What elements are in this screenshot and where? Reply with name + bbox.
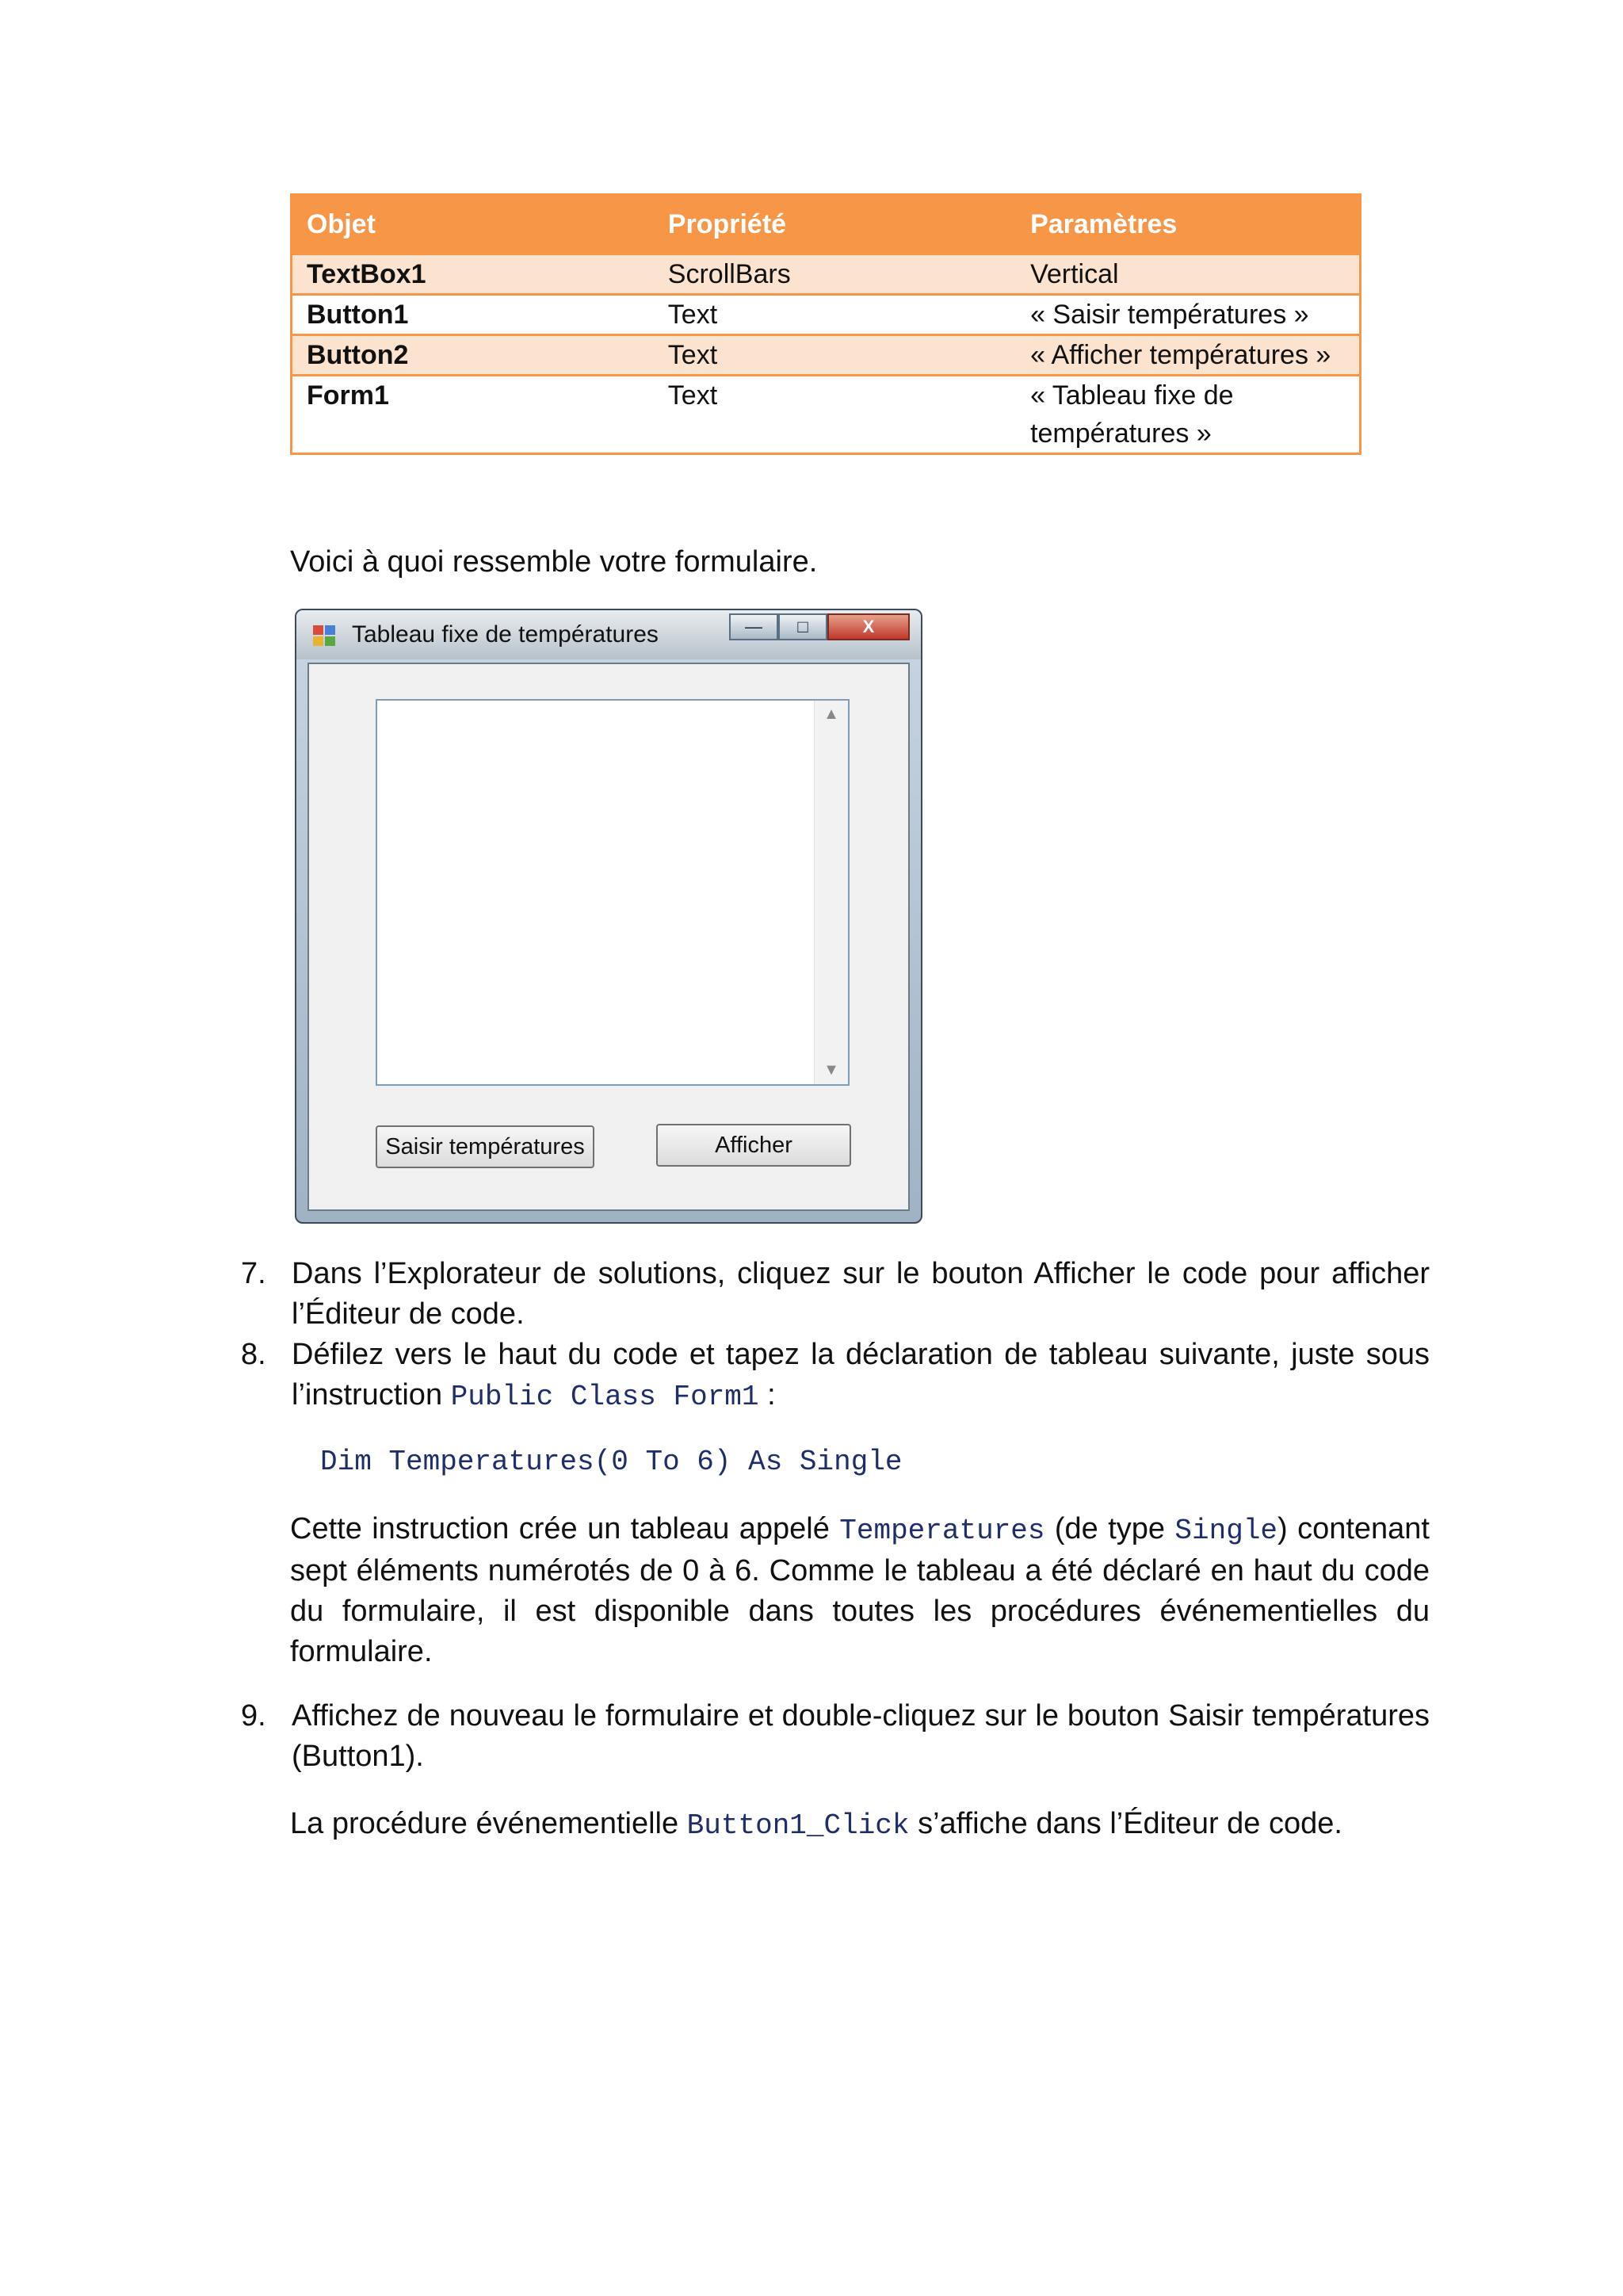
step-9-text: Affichez de nouveau le formulaire et double-cliquez sur le bouton Saisir températures (Button1). (292, 1699, 1430, 1773)
minimize-icon[interactable]: — (729, 613, 778, 640)
table-row (292, 376, 1361, 454)
scroll-down-icon[interactable]: ▼ (823, 1061, 839, 1079)
p9-text-b: s’affiche dans l’Éditeur de code. (909, 1807, 1342, 1840)
cell-property: Text (654, 295, 1016, 335)
table-header-row (292, 195, 1361, 254)
table-row (292, 295, 1361, 335)
step-9-number: 9. (241, 1699, 266, 1733)
maximize-icon[interactable]: □ (778, 613, 827, 640)
cell-value: « Saisir températures » (1016, 295, 1360, 335)
header-property: Propriété (654, 195, 1016, 254)
p-text-c: ) contenant sept éléments numérotés de 0 à 6. Comme le tableau a été déclaré en haut du code du formulaire, il est disponible dans toutes les procédures événementielles du formulaire. (290, 1512, 1430, 1668)
cell-property: ScrollBars (654, 254, 1016, 295)
p9-text-a: La procédure événementielle (290, 1807, 687, 1840)
step-7-number: 7. (241, 1257, 266, 1290)
step-8-text-a: Défilez vers le haut du code et tapez la déclaration de tableau suivante, juste sous l’instruction (292, 1338, 1430, 1412)
table-row (292, 335, 1361, 376)
cell-object: TextBox1 (292, 254, 654, 295)
saisir-temperatures-button[interactable]: Saisir températures (376, 1125, 594, 1168)
form-client-area (307, 663, 910, 1211)
step-8-paragraph (290, 1509, 1430, 1672)
cell-value: « Tableau fixe de températures » (1016, 376, 1360, 454)
form-title: Tableau fixe de températures (352, 621, 659, 648)
form-window-screenshot (295, 609, 922, 1224)
header-parameters: Paramètres (1016, 195, 1360, 254)
cell-property: Text (654, 335, 1016, 376)
properties-table (290, 193, 1361, 455)
code-line-dim: Dim Temperatures(0 To 6) As Single (320, 1446, 903, 1478)
cell-object: Button2 (292, 335, 654, 376)
title-bar (296, 610, 921, 659)
cell-value: « Afficher températures » (1016, 335, 1360, 376)
close-icon[interactable]: X (827, 613, 910, 640)
step-9-paragraph (290, 1804, 1430, 1846)
textbox1[interactable] (376, 699, 850, 1086)
code-temperatures: Temperatures (839, 1515, 1045, 1547)
code-single: Single (1174, 1515, 1278, 1547)
step-7-text: Dans l’Explorateur de solutions, cliquez sur le bouton Afficher le code pour afficher l’Éditeur de code. (292, 1257, 1430, 1331)
cell-property: Text (654, 376, 1016, 454)
cell-value: Vertical (1016, 254, 1360, 295)
p-text-a: Cette instruction crée un tableau appelé (290, 1512, 840, 1545)
step-8-text (292, 1335, 1430, 1417)
form-app-icon (312, 625, 336, 647)
table-row (292, 254, 1361, 295)
cell-object: Button1 (292, 295, 654, 335)
step-8-number: 8. (241, 1338, 266, 1371)
window-controls (729, 613, 910, 642)
code-button1-click: Button1_Click (686, 1809, 910, 1842)
step-8-text-b: : (758, 1378, 776, 1412)
code-public-class: Public Class Form1 (450, 1381, 759, 1413)
intro-text: Voici à quoi ressemble votre formulaire. (290, 545, 818, 579)
p-text-b: (de type (1044, 1512, 1175, 1545)
afficher-button[interactable]: Afficher (656, 1124, 851, 1167)
scroll-up-icon[interactable]: ▲ (823, 705, 839, 723)
cell-object: Form1 (292, 376, 654, 454)
vertical-scrollbar[interactable] (814, 701, 848, 1084)
header-object: Objet (292, 195, 654, 254)
